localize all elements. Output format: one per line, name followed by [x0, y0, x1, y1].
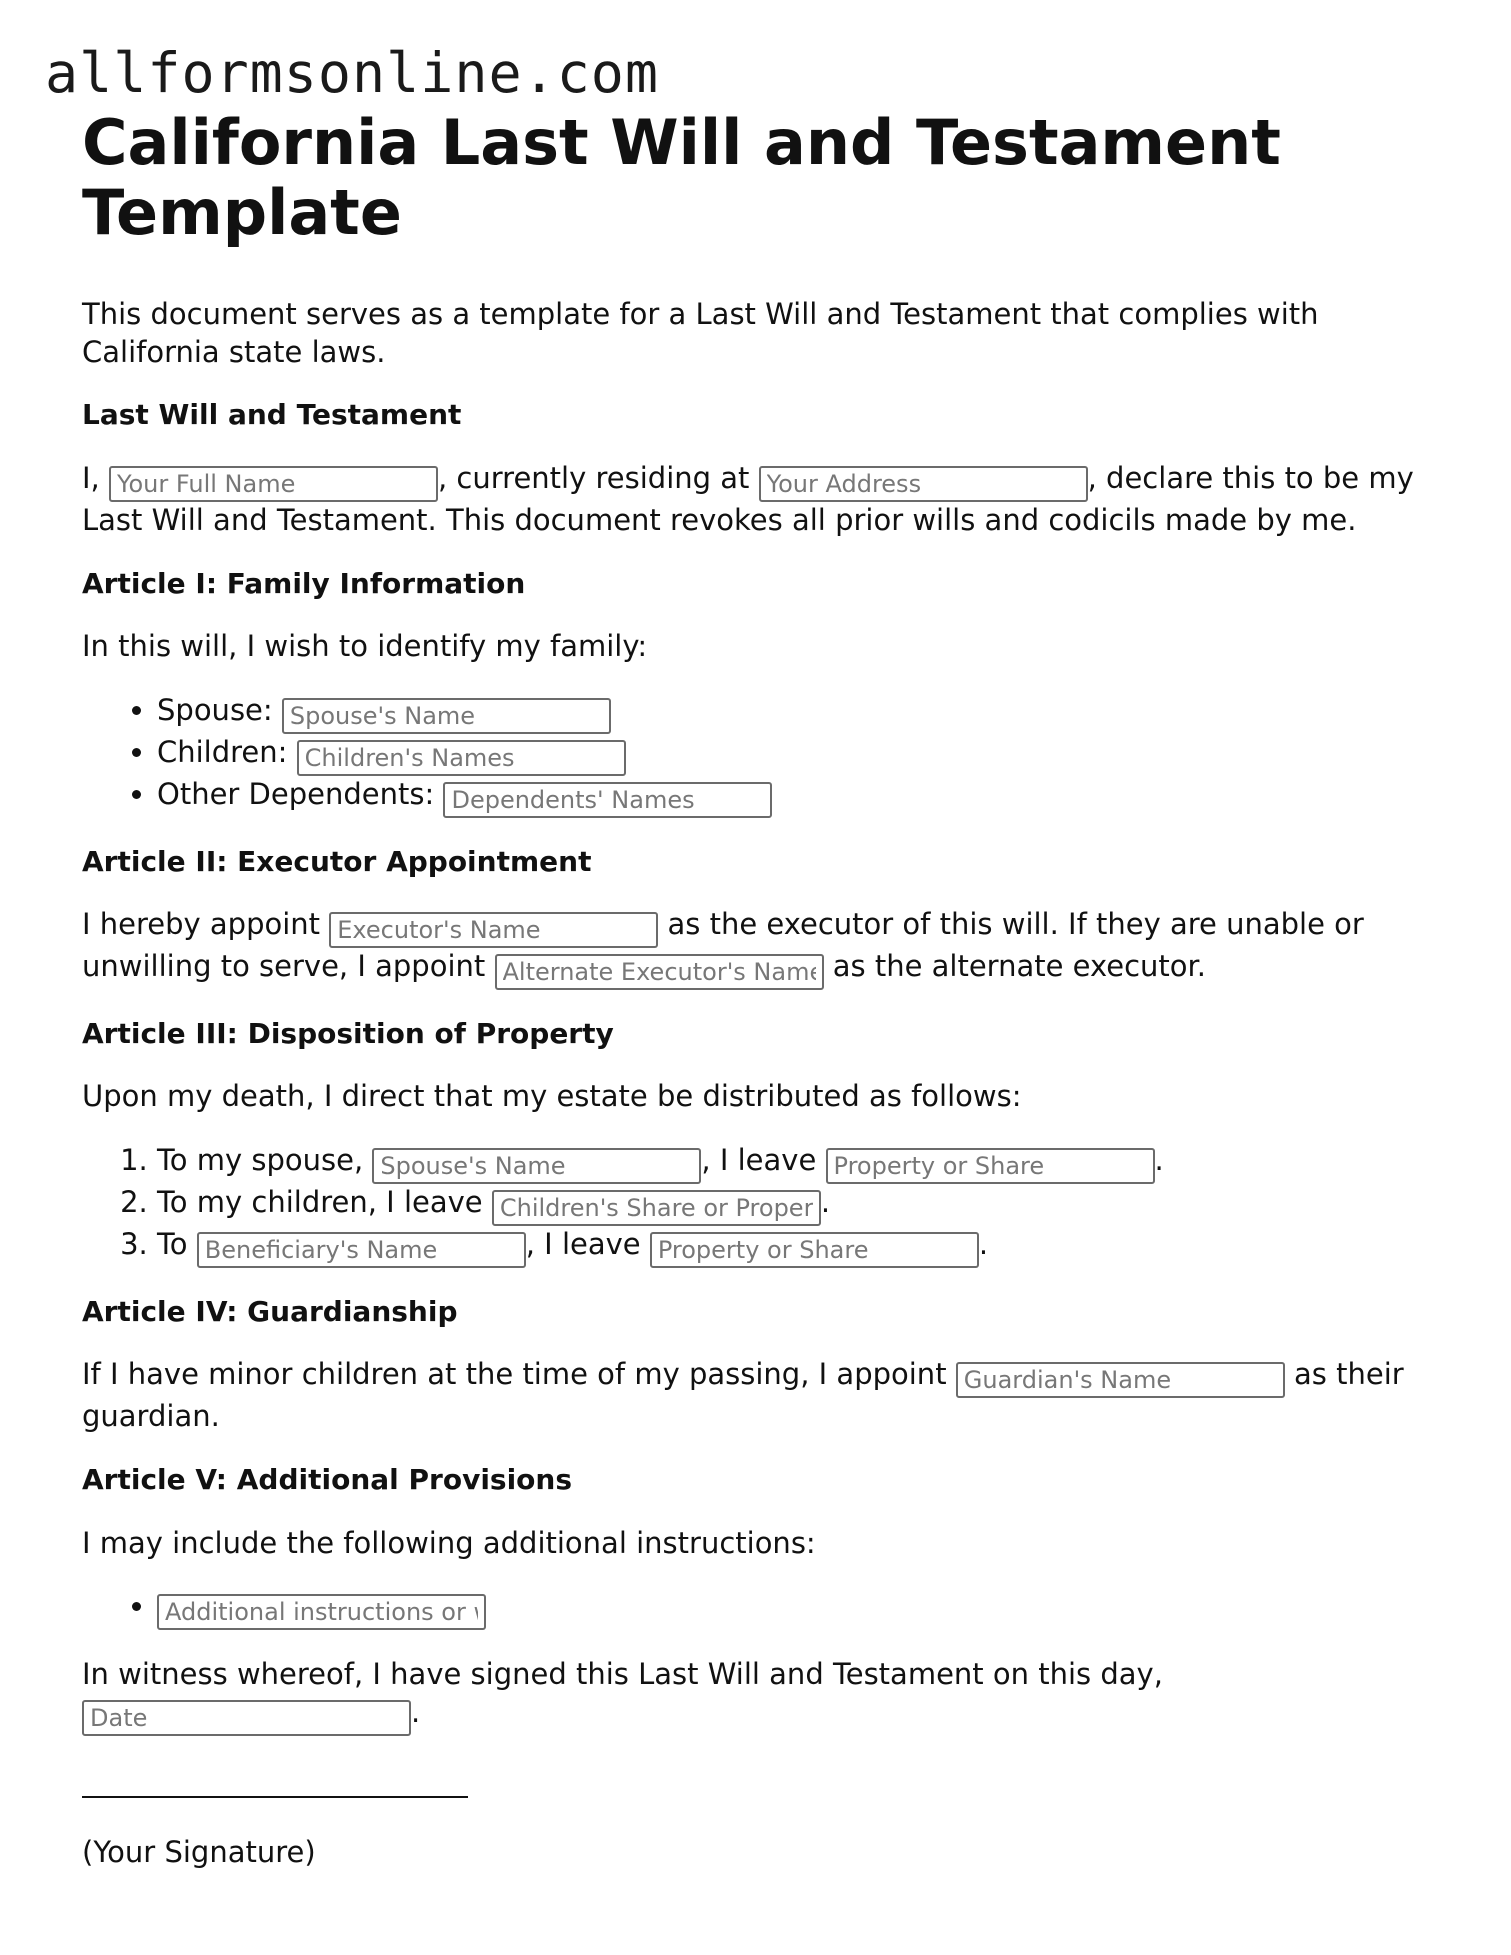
list-item: 1. To my spouse, Spouse's Name , I leave Property or Share . [157, 1142, 1422, 1184]
spouse-share-input[interactable] [826, 1148, 1155, 1184]
executor-name-input[interactable] [329, 912, 658, 948]
list-item: • Other Dependents: Dependents' Names [157, 776, 1422, 818]
list-item: • Spouse: Spouse's Name [157, 692, 1422, 734]
article-2-heading: Article II: Executor Appointment [82, 844, 592, 878]
page-title: California Last Will and Testament Template [82, 106, 1281, 250]
intro-paragraph: This document serves as a template for a Last Will and Testament that complies with California state laws. [82, 297, 1319, 369]
will-heading: Last Will and Testament [82, 398, 462, 432]
beneficiary-share-input[interactable] [650, 1232, 979, 1268]
spouse-name-input[interactable] [282, 698, 611, 734]
beneficiary-name-input[interactable] [197, 1232, 526, 1268]
article-3-intro: Upon my death, I direct that my estate be distributed as follows: [82, 1079, 1022, 1114]
children-names-input[interactable] [297, 740, 626, 776]
list-item: • Children: Children's Names [157, 734, 1422, 776]
alternate-executor-input[interactable] [495, 954, 824, 990]
signature-caption: (Your Signature) [82, 1834, 316, 1869]
list-item: 2. To my children, I leave Children's Share or Property . [157, 1184, 1422, 1226]
executor-paragraph: I hereby appoint Executor's Name as the executor of this will. If they are unable or unwilling to serve, I appoint Alternate Executor's Name as the alternate executor. [82, 906, 1422, 990]
article-5-intro: I may include the following additional instructions: [82, 1525, 816, 1560]
guardian-name-input[interactable] [956, 1362, 1285, 1398]
additional-instructions-input[interactable] [157, 1594, 486, 1630]
distribution-list [82, 1142, 1422, 1268]
spouse-beneficiary-input[interactable] [372, 1148, 701, 1184]
provisions-list [82, 1588, 1422, 1630]
children-share-input[interactable] [492, 1190, 821, 1226]
declaration-paragraph: I, Your Full Name , currently residing at Your Address , declare this to be my Last Will and Testament. This document revokes all prior wills and codicils made by me. [82, 460, 1422, 540]
guardianship-paragraph: If I have minor children at the time of my passing, I appoint Guardian's Name as their guardian. [82, 1356, 1422, 1436]
witness-paragraph: In witness whereof, I have signed this Last Will and Testament on this day, Date. [82, 1656, 1422, 1736]
family-list [82, 692, 1422, 818]
list-item: 3. To Beneficiary's Name , I leave Property or Share . [157, 1226, 1422, 1268]
watermark: allformsonline.com [45, 41, 660, 105]
address-input[interactable] [759, 466, 1088, 502]
date-input[interactable] [82, 1700, 411, 1736]
list-item [157, 1588, 1422, 1630]
article-1-heading: Article I: Family Information [82, 566, 526, 600]
signature-line [82, 1780, 468, 1798]
full-name-input[interactable] [109, 466, 438, 502]
article-4-heading: Article IV: Guardianship [82, 1295, 458, 1329]
article-5-heading: Article V: Additional Provisions [82, 1463, 573, 1497]
document [82, 108, 1422, 1898]
article-3-heading: Article III: Disposition of Property [82, 1017, 614, 1051]
dependents-names-input[interactable] [443, 782, 772, 818]
article-1-intro: In this will, I wish to identify my family: [82, 628, 648, 663]
